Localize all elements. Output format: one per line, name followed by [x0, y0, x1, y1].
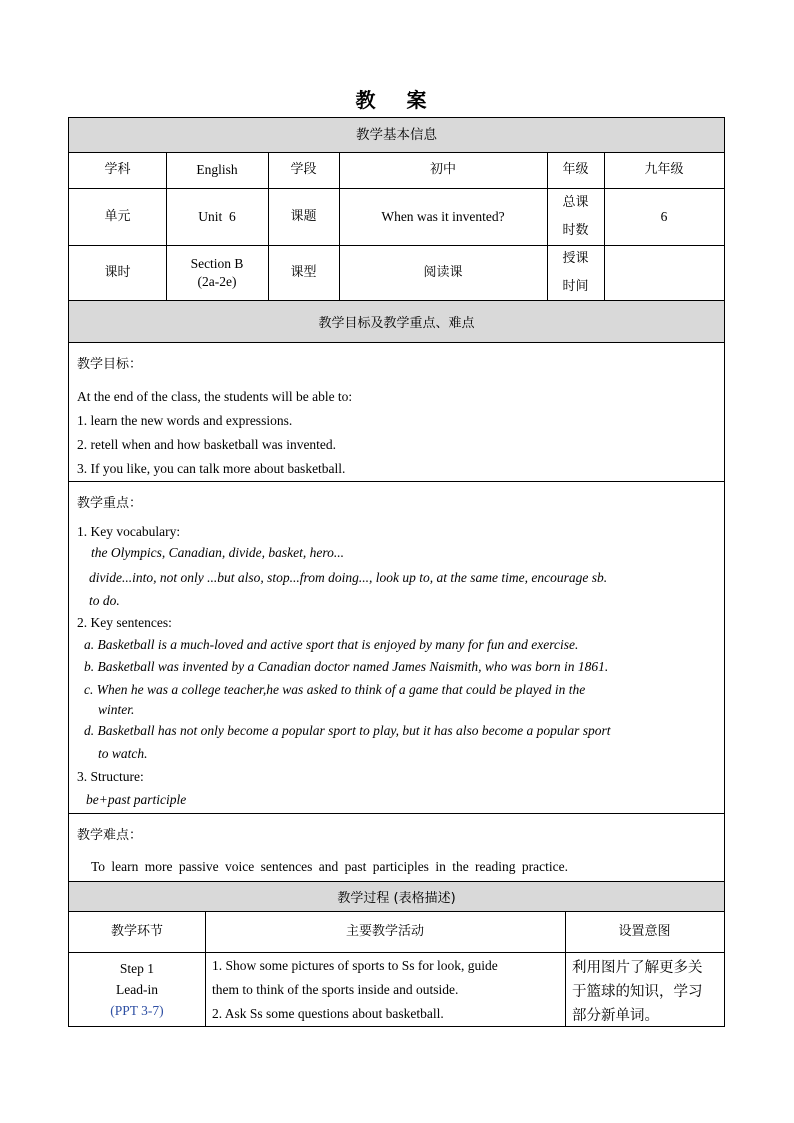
period-value-line2: (2a-2e): [197, 273, 237, 289]
goals-header-row: [68, 301, 725, 343]
process-col-intent: 设置意图: [618, 924, 671, 939]
objectives-label: 教学目标：: [77, 357, 143, 372]
goals-header: 教学目标及教学重点、难点: [318, 316, 475, 331]
difficulty-label: 教学难点：: [77, 828, 143, 843]
teaching-time-label-line2: 时间: [562, 278, 589, 294]
period-label: 课时: [104, 264, 131, 280]
basic-info-header: 教学基本信息: [69, 118, 724, 152]
period-value-line1: Section B: [190, 255, 244, 271]
intent-line: 部分新单词。: [572, 1008, 659, 1024]
teaching-time-value: [604, 245, 724, 300]
process-header: 教学过程 (表格描述): [337, 891, 456, 906]
topic-value: When was it invented?: [381, 208, 505, 224]
unit-value: Unit 6: [198, 208, 236, 224]
stage-value: 初中: [429, 162, 456, 177]
key-points-label: 教学重点：: [77, 496, 143, 511]
step-cell: [69, 958, 205, 1022]
teaching-time-label-line1: 授课: [562, 250, 589, 266]
process-header-row: [68, 882, 725, 912]
key-sentence-cont: winter.: [98, 702, 135, 717]
activity-line: them to think of the sports inside and outside.: [212, 982, 459, 997]
total-hours-value: 6: [660, 208, 668, 224]
grade-value: 九年级: [644, 162, 684, 177]
key-sentence: c. When he was a college teacher,he was asked to think of a game that could be played in the: [84, 682, 586, 697]
intent-line: 于篮球的知识，学习: [572, 984, 703, 1000]
difficulty-text: To learn more passive voice sentences and past participles in the reading practice.: [91, 859, 569, 874]
objective-item: 1. learn the new words and expressions.: [77, 413, 293, 428]
total-hours-label-line1: 总课: [562, 194, 589, 210]
lesson-type-value: 阅读课: [423, 264, 463, 280]
total-hours-label-line2: 时数: [562, 222, 589, 238]
activity-line: 2. Ask Ss some questions about basketball.: [212, 1006, 444, 1021]
subject-label: 学科: [104, 162, 131, 177]
key-sentence-cont: to watch.: [98, 746, 148, 761]
activity-line: 1. Show some pictures of sports to Ss for look, guide: [212, 958, 498, 973]
grade-label: 年级: [562, 162, 589, 177]
key-sentence: b. Basketball was invented by a Canadian doctor named James Naismith, who was born in 1861.: [84, 659, 609, 674]
unit-label: 单元: [104, 208, 131, 224]
key-sentences-title: 2. Key sentences:: [77, 615, 172, 630]
total-hours-label: [547, 188, 604, 245]
subject-value: English: [196, 162, 238, 177]
objective-intro: At the end of the class, the students will be able to:: [77, 389, 353, 404]
process-col-activity: 主要教学活动: [345, 924, 424, 939]
key-vocab-line: to do.: [89, 593, 120, 608]
process-table: [68, 912, 725, 1027]
key-sentence: d. Basketball has not only become a popular sport to play, but it has also become a popular sport: [84, 723, 611, 738]
page-title: 教 案: [355, 88, 439, 112]
objectives-section: [68, 343, 725, 482]
key-sentence: a. Basketball is a much-loved and active sport that is enjoyed by many for fun and exercise.: [84, 637, 579, 652]
step-number: Step 1: [119, 961, 155, 976]
step-name: Lead-in: [116, 982, 158, 997]
topic-label: 课题: [290, 208, 317, 224]
lesson-type-label: 课型: [290, 264, 317, 280]
structure-value: be+past participle: [86, 792, 187, 807]
structure-title: 3. Structure:: [77, 769, 144, 784]
objective-item: 3. If you like, you can talk more about basketball.: [77, 461, 346, 476]
step-ppt-ref: (PPT 3-7): [110, 1003, 164, 1018]
key-vocab-title: 1. Key vocabulary:: [77, 524, 181, 539]
basic-info-table: [68, 117, 725, 301]
process-col-stage: 教学环节: [110, 924, 163, 939]
period-value: [166, 245, 268, 300]
key-vocab-line: divide...into, not only ...but also, stop...from doing..., look up to, at the same time, encourage sb.: [89, 570, 608, 585]
difficulty-section: [68, 814, 725, 882]
stage-label: 学段: [290, 162, 317, 177]
key-points-section: [68, 482, 725, 814]
key-vocab-line: the Olympics, Canadian, divide, basket, hero...: [91, 545, 344, 560]
intent-line: 利用图片了解更多关: [572, 960, 703, 976]
objective-item: 2. retell when and how basketball was invented.: [77, 437, 337, 452]
teaching-time-label: [547, 245, 604, 300]
